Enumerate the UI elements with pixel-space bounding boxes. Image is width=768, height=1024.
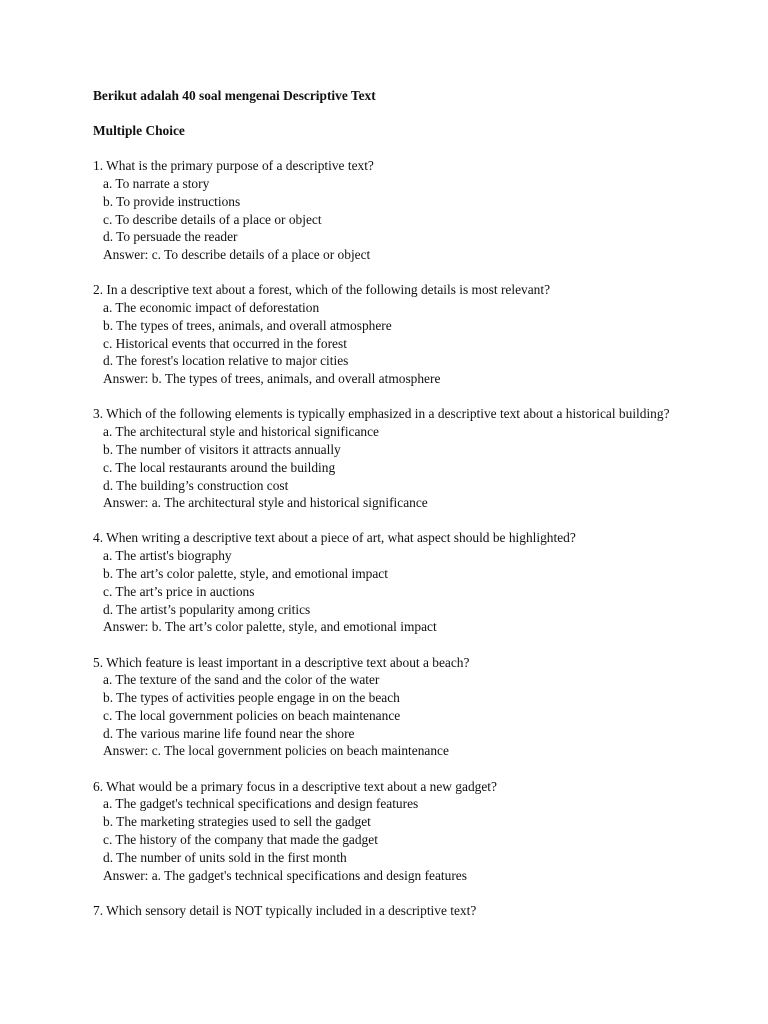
option-b: b. The number of visitors it attracts annually — [103, 441, 341, 457]
option-c: c. The local restaurants around the building — [103, 459, 336, 475]
section-title: Multiple Choice — [93, 123, 185, 139]
option-c: c. Historical events that occurred in the forest — [103, 335, 347, 351]
question-3 — [93, 405, 693, 512]
option-a: a. The architectural style and historical significance — [103, 424, 380, 440]
option-a: a. The artist's biography — [103, 548, 232, 564]
question-4 — [93, 529, 693, 636]
answer-line: Answer: a. The gadget's technical specifications and design features — [103, 867, 467, 883]
answer-line: Answer: c. To describe details of a place or object — [103, 247, 371, 263]
option-a: a. The economic impact of deforestation — [103, 300, 320, 316]
option-c: c. To describe details of a place or object — [103, 211, 322, 227]
option-b: b. The art’s color palette, style, and emotional impact — [103, 566, 388, 582]
question-text: 6. What would be a primary focus in a descriptive text about a new gadget? — [93, 778, 497, 794]
option-d: d. The number of units sold in the first month — [103, 849, 347, 865]
option-b: b. The types of activities people engage in on the beach — [103, 690, 400, 706]
question-text: 3. Which of the following elements is typically emphasized in a descriptive text about a historical building? — [93, 406, 670, 422]
question-1 — [93, 157, 693, 264]
option-a: a. The texture of the sand and the color of the water — [103, 672, 380, 688]
question-text: 5. Which feature is least important in a descriptive text about a beach? — [93, 654, 470, 670]
option-a: a. To narrate a story — [103, 175, 210, 191]
option-d: d. The various marine life found near the shore — [103, 725, 355, 741]
option-b: b. The types of trees, animals, and overall atmosphere — [103, 317, 392, 333]
option-d: d. To persuade the reader — [103, 229, 238, 245]
document-title: Berikut adalah 40 soal mengenai Descriptive Text — [93, 88, 376, 103]
option-d: d. The artist’s popularity among critics — [103, 601, 311, 617]
question-text: 7. Which sensory detail is NOT typically included in a descriptive text? — [93, 902, 477, 918]
question-text: 2. In a descriptive text about a forest, which of the following details is most relevant? — [93, 282, 551, 298]
option-c: c. The art’s price in auctions — [103, 583, 255, 599]
answer-line: Answer: b. The art’s color palette, style, and emotional impact — [103, 619, 437, 635]
option-c: c. The history of the company that made the gadget — [103, 831, 378, 847]
answer-line: Answer: c. The local government policies on beach maintenance — [103, 743, 449, 759]
option-d: d. The building’s construction cost — [103, 477, 289, 493]
question-7 — [93, 902, 693, 920]
option-b: b. To provide instructions — [103, 193, 241, 209]
option-d: d. The forest's location relative to major cities — [103, 353, 349, 369]
option-c: c. The local government policies on beach maintenance — [103, 707, 401, 723]
answer-line: Answer: b. The types of trees, animals, and overall atmosphere — [103, 371, 441, 387]
option-a: a. The gadget's technical specifications and design features — [103, 796, 419, 812]
question-6 — [93, 778, 693, 885]
question-text: 4. When writing a descriptive text about a piece of art, what aspect should be highlighted? — [93, 530, 576, 546]
question-text: 1. What is the primary purpose of a descriptive text? — [93, 158, 374, 174]
option-b: b. The marketing strategies used to sell the gadget — [103, 814, 371, 830]
document-page — [93, 87, 693, 919]
question-5 — [93, 654, 693, 761]
question-2 — [93, 281, 693, 388]
answer-line: Answer: a. The architectural style and historical significance — [103, 495, 428, 511]
